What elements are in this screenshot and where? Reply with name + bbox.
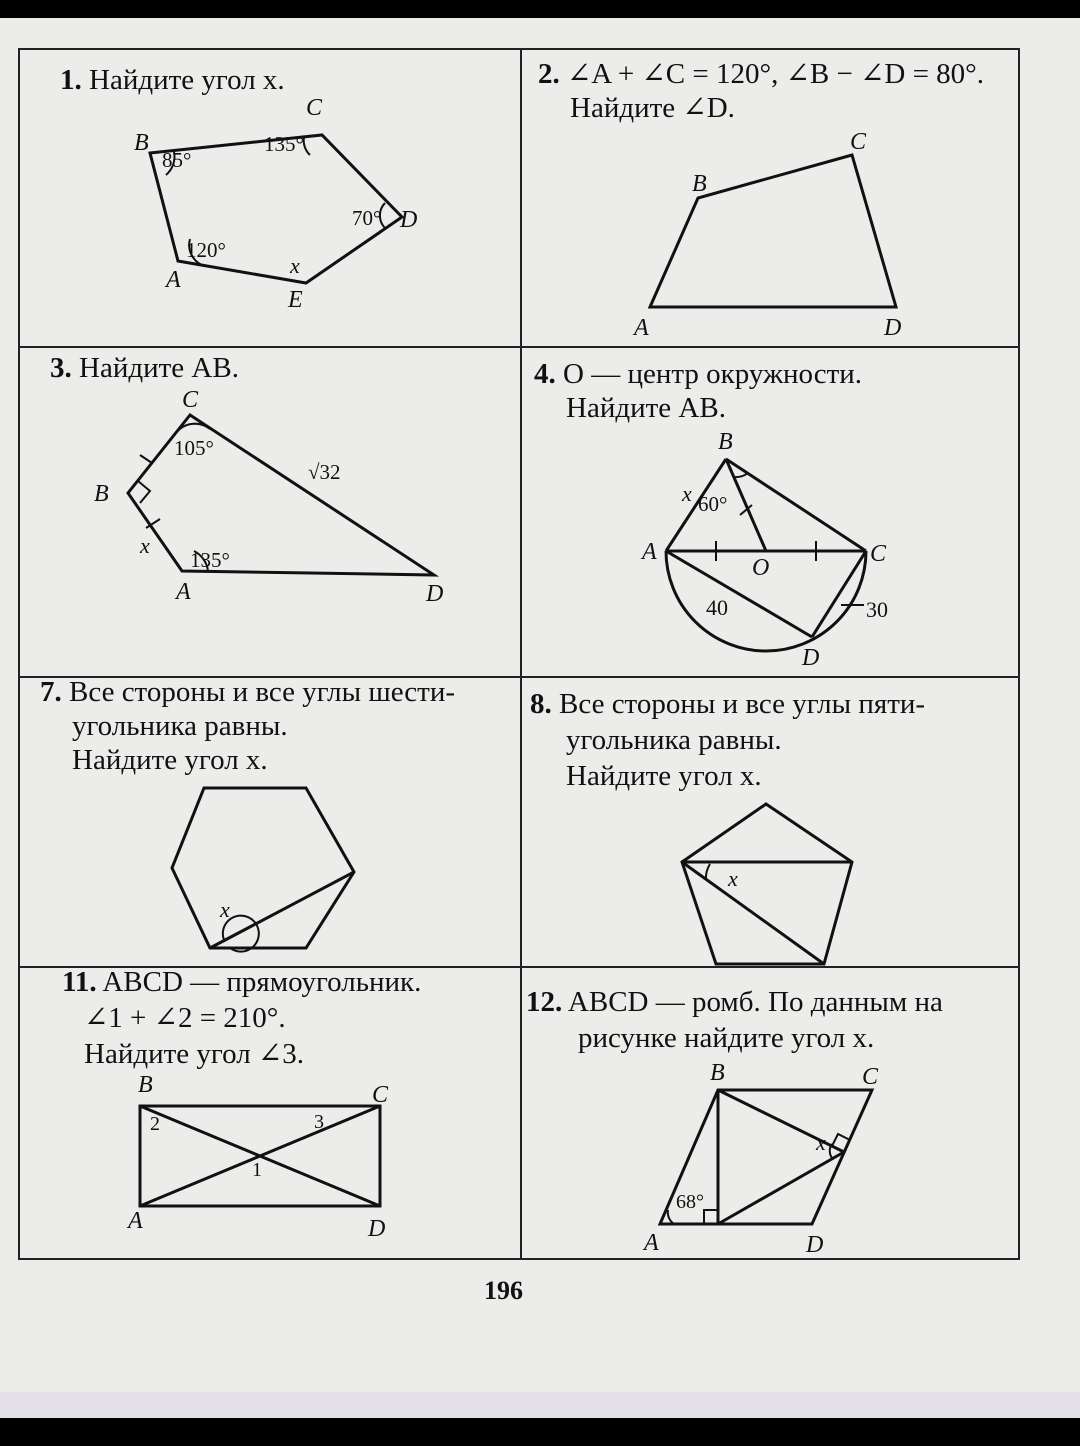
page-edge bbox=[0, 1392, 1080, 1418]
task-number: 12. bbox=[526, 986, 563, 1018]
diagonal-line bbox=[210, 872, 354, 948]
angle-label: 1 bbox=[252, 1159, 262, 1181]
task-11-text-line2 bbox=[84, 1002, 286, 1035]
task-line: Найдите угол x. bbox=[566, 760, 762, 792]
angle-label: 70° bbox=[352, 206, 382, 230]
quadrilateral-shape bbox=[650, 155, 896, 307]
task-number: 1. bbox=[60, 64, 82, 96]
vertex-label: B bbox=[134, 130, 149, 156]
vertex-label: C bbox=[850, 129, 867, 155]
task-line: ABCD — ромб. По данным на bbox=[567, 986, 943, 1018]
vertex-label: D bbox=[400, 207, 418, 233]
task-2-text bbox=[538, 58, 984, 91]
angle-arc bbox=[706, 864, 710, 880]
vertex-label: B bbox=[718, 429, 733, 455]
vertex-label: C bbox=[182, 387, 199, 413]
task-12-text bbox=[526, 986, 943, 1019]
vertex-label: A bbox=[128, 1208, 143, 1234]
vertex-label: B bbox=[692, 171, 707, 197]
angle-label: 105° bbox=[174, 436, 214, 460]
task-line: ABCD — прямоугольник. bbox=[102, 966, 422, 998]
angle-label: 135° bbox=[190, 548, 230, 572]
angle-arc bbox=[668, 1210, 674, 1224]
center-label: O bbox=[752, 555, 770, 581]
vertex-label: C bbox=[372, 1082, 389, 1108]
angle-label: 60° bbox=[698, 492, 728, 516]
task-4-text-line2 bbox=[566, 392, 726, 425]
vertex-label: D bbox=[884, 315, 902, 341]
side-label: x bbox=[140, 533, 150, 558]
angle-label: x bbox=[816, 1130, 826, 1155]
figure-regular-pentagon bbox=[672, 798, 862, 970]
vertex-label: B bbox=[94, 481, 109, 507]
figure-circle-semicircle bbox=[636, 425, 916, 675]
vertex-label: D bbox=[368, 1216, 386, 1242]
task-3-text bbox=[50, 352, 239, 385]
angle-arc bbox=[830, 1144, 832, 1158]
task-line: Найдите AB. bbox=[566, 392, 726, 424]
right-angle-mark bbox=[138, 481, 150, 503]
vertex-label: D bbox=[426, 581, 444, 607]
task-4-text bbox=[534, 358, 862, 391]
task-line: ∠1 + ∠2 = 210°. bbox=[84, 1002, 286, 1034]
task-number: 4. bbox=[534, 358, 556, 390]
angle-label: 3 bbox=[314, 1111, 324, 1133]
figure-pentagon-abcde bbox=[130, 95, 450, 320]
vertex-label: A bbox=[644, 1230, 659, 1256]
angle-label: x bbox=[220, 897, 230, 922]
task-line: Все стороны и все углы пяти- bbox=[559, 688, 926, 720]
angle-label: 68° bbox=[676, 1191, 704, 1213]
task-line: Найдите угол x. bbox=[89, 64, 285, 96]
page-number: 196 bbox=[484, 1276, 523, 1305]
task-line: Найдите угол x. bbox=[72, 744, 268, 776]
angle-label: 85° bbox=[162, 148, 192, 172]
diagonal-line bbox=[718, 1152, 844, 1224]
vertex-label: A bbox=[176, 579, 191, 605]
task-7-text bbox=[40, 676, 455, 709]
angle-label: 2 bbox=[150, 1113, 160, 1135]
task-number: 2. bbox=[538, 58, 560, 90]
task-12-text-line2 bbox=[578, 1022, 874, 1055]
task-8-text-line2 bbox=[566, 724, 782, 757]
task-line: O — центр окружности. bbox=[563, 358, 863, 390]
task-line: Найдите угол ∠3. bbox=[84, 1038, 304, 1070]
task-1-text bbox=[60, 64, 285, 97]
figure-regular-hexagon bbox=[160, 780, 370, 960]
task-line: угольника равны. bbox=[566, 724, 782, 756]
task-number: 3. bbox=[50, 352, 72, 384]
vertex-label: A bbox=[634, 315, 649, 341]
segment-ad bbox=[666, 551, 812, 637]
figure-quadrilateral-abcd-3 bbox=[90, 385, 460, 610]
angle-label: 120° bbox=[186, 238, 226, 262]
side-label: 40 bbox=[706, 595, 728, 620]
vertex-label: C bbox=[306, 95, 323, 121]
task-2-text-line2 bbox=[570, 92, 735, 125]
task-7-text-line3 bbox=[72, 744, 268, 777]
task-number: 8. bbox=[530, 688, 552, 720]
vertex-label: D bbox=[806, 1232, 824, 1258]
angle-label: x bbox=[682, 481, 692, 506]
task-line: ∠A + ∠C = 120°, ∠B − ∠D = 80°. bbox=[567, 58, 985, 90]
diagonal-line bbox=[682, 862, 824, 964]
vertex-label: E bbox=[288, 287, 303, 313]
angle-arc bbox=[304, 137, 310, 155]
task-line: Найдите ∠D. bbox=[570, 92, 735, 124]
vertex-label: C bbox=[862, 1064, 879, 1090]
task-line: угольника равны. bbox=[72, 710, 288, 742]
task-number: 7. bbox=[40, 676, 62, 708]
angle-label: 135° bbox=[264, 132, 304, 156]
task-number: 11. bbox=[62, 966, 97, 998]
side-label: 30 bbox=[866, 597, 888, 622]
vertex-label: C bbox=[870, 541, 887, 567]
task-line: рисунке найдите угол x. bbox=[578, 1022, 875, 1054]
pentagon-shape bbox=[682, 804, 852, 964]
angle-label: x bbox=[728, 866, 738, 891]
figure-rectangle-abcd bbox=[122, 1066, 402, 1246]
vertex-label: B bbox=[710, 1062, 725, 1086]
vertex-label: D bbox=[802, 645, 820, 671]
figure-rhombus-abcd bbox=[636, 1062, 896, 1262]
tick-mark bbox=[140, 455, 152, 463]
angle-arc bbox=[734, 473, 748, 477]
task-line: Найдите AB. bbox=[79, 352, 239, 384]
task-11-text bbox=[62, 966, 421, 999]
task-7-text-line2 bbox=[72, 710, 288, 743]
vertex-label: A bbox=[642, 539, 657, 565]
hexagon-shape bbox=[172, 788, 354, 948]
task-8-text-line3 bbox=[566, 760, 762, 793]
side-label: √32 bbox=[308, 460, 341, 484]
vertex-label: B bbox=[138, 1072, 153, 1098]
right-angle-mark bbox=[704, 1210, 718, 1224]
vertex-label: A bbox=[166, 267, 181, 293]
task-8-text bbox=[530, 688, 925, 721]
task-line: Все стороны и все углы шести- bbox=[69, 676, 456, 708]
angle-label: x bbox=[290, 253, 300, 278]
figure-quadrilateral-abcd bbox=[620, 125, 920, 345]
